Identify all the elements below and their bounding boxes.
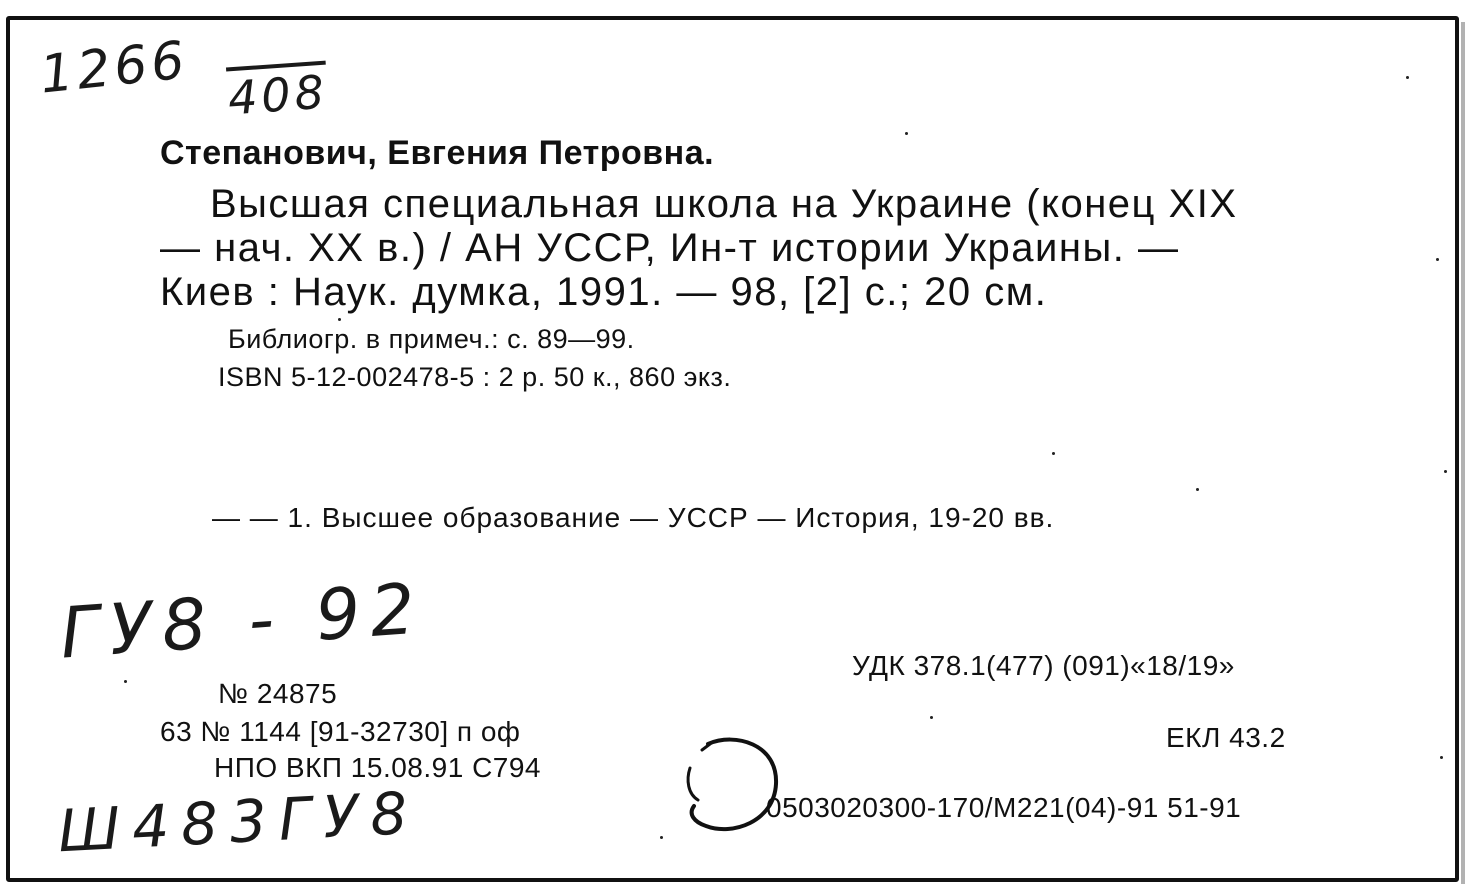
handwritten-call-number: 1266 [37, 30, 192, 106]
bibliography-note: Библиогр. в примеч.: с. 89—99. [228, 324, 635, 354]
bottom-code: 0503020300-170/М221(04)-91 51-91 [766, 792, 1242, 823]
speck [1196, 488, 1199, 491]
circle-scribble-icon [680, 736, 790, 840]
speck [1440, 756, 1443, 759]
isbn-price-line: ISBN 5-12-002478-5 : 2 р. 50 к., 860 экз. [218, 362, 732, 392]
speck [338, 318, 341, 321]
handwritten-call-sub: 408 [226, 64, 330, 126]
speck [660, 836, 663, 839]
print-order-line: 63 № 1144 [91-32730] п оф [160, 716, 521, 747]
record-title-line-3: Киев : Наук. думка, 1991. — 98, [2] с.; 20 см. [160, 270, 1048, 314]
speck [905, 132, 908, 135]
speck [1444, 470, 1447, 473]
speck [1052, 452, 1055, 455]
registration-number: № 24875 [218, 678, 338, 709]
udc-code: УДК 378.1(477) (091)«18/19» [852, 650, 1235, 681]
speck [1406, 76, 1409, 79]
speck [124, 680, 127, 683]
print-publisher-line: НПО ВКП 15.08.91 С794 [214, 752, 542, 783]
record-title-line-1: Высшая специальная школа на Украине (конец XIX [210, 182, 1238, 226]
ekl-code: ЕКЛ 43.2 [1166, 722, 1286, 753]
speck [930, 716, 933, 719]
record-title-line-2: — нач. XX в.) / АН УССР, Ин-т истории Украины. — [160, 226, 1180, 270]
record-author: Степанович, Евгения Петровна. [160, 134, 715, 172]
handwritten-inventory-code: Ш483ГУ8 [56, 778, 421, 866]
speck [1436, 258, 1439, 261]
handwritten-shelf-code: ГУ8 - 92 [57, 567, 428, 675]
subject-heading: — — 1. Высшее образование — УССР — История, 19-20 вв. [212, 502, 1055, 533]
